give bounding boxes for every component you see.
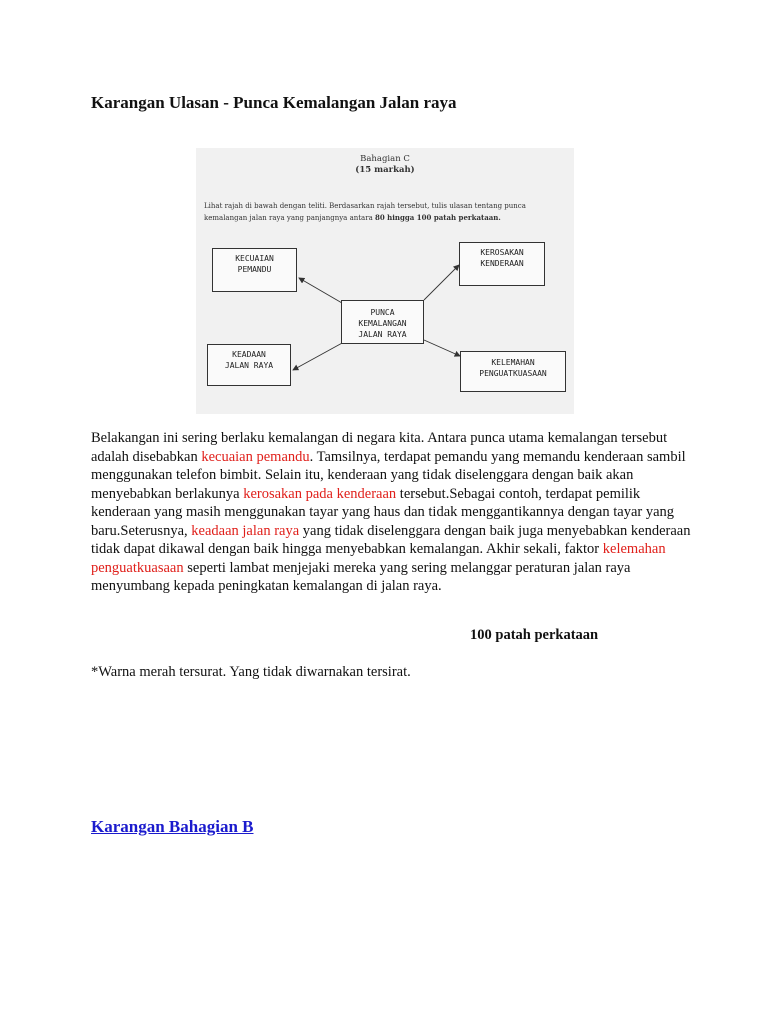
highlight-kecuaian: kecuaian pemandu xyxy=(201,448,310,465)
highlight-keadaan: keadaan jalan raya xyxy=(191,522,300,539)
box-line: PEMANDU xyxy=(237,265,272,274)
text-segment: Belakangan ini sering berlaku kemalangan di negara kita. Antara punca utama kemalangan tersebut adalah disebabkan xyxy=(91,430,668,465)
box-line: JALAN RAYA xyxy=(358,330,407,339)
word-count: 100 patah perkataan xyxy=(470,627,599,643)
box-line: PUNCA xyxy=(370,308,395,317)
box-line: JALAN RAYA xyxy=(224,361,274,370)
text-segment: seperti lambat menjejaki mereka yang sering melanggar peraturan jalan raya menyumbang kepada peningkatan kemalangan di jalan raya. xyxy=(91,559,631,594)
box-line: KEROSAKAN xyxy=(480,248,524,257)
arrow-to-kelemahan xyxy=(424,340,460,356)
arrow-to-keadaan xyxy=(293,342,344,370)
box-kecuaian-pemandu xyxy=(212,248,297,292)
page-title: Karangan Ulasan - Punca Kemalangan Jalan raya xyxy=(91,93,457,112)
instruction-line-2: kemalangan jalan raya yang panjangnya antara xyxy=(204,214,373,222)
box-line: KEMALANGAN xyxy=(358,319,407,328)
figure-marks: (15 markah) xyxy=(355,165,415,175)
highlight-kerosakan: kerosakan pada kenderaan xyxy=(243,485,397,502)
instruction-word-range: 80 hingga 100 patah perkataan. xyxy=(375,213,501,222)
box-line: KECUAIAN xyxy=(235,254,274,263)
karangan-bahagian-b-link[interactable]: Karangan Bahagian B xyxy=(91,817,254,836)
box-line: KELEMAHAN xyxy=(491,358,535,367)
text-segment: tersebut.Sebagai contoh, terdapat pemilik kenderaan yang masih menggunakan tayar yang haus dan tidak menggantikannya dengan tayar yang baru.Seterusnya, xyxy=(91,485,675,539)
text-segment: . Tamsilnya, terdapat pemandu yang memandu kenderaan sambil menggunakan telefon bimbit. Selain itu, kenderaan yang tidak diselenggara dengan baik akan menyebabkan berlakunya xyxy=(91,448,686,502)
essay-paragraph xyxy=(91,429,691,596)
box-line: KENDERAAN xyxy=(480,259,524,268)
box-line: KEADAAN xyxy=(232,350,266,359)
highlight-kelemahan: kelemahan penguatkuasaan xyxy=(91,541,666,576)
box-line: PENGUATKUASAAN xyxy=(479,369,547,378)
box-punca-kemalangan xyxy=(341,300,424,344)
color-note: *Warna merah tersurat. Yang tidak diwarnakan tersirat. xyxy=(91,664,411,680)
box-kelemahan-penguatkuasaan xyxy=(460,351,566,392)
arrow-to-kerosakan xyxy=(424,265,459,300)
text-segment: yang tidak diselenggara dengan baik juga menyebabkan kenderaan tidak dapat dikawal dengan baik hingga menyebabkan kemalangan. Akhir sekali, faktor xyxy=(91,522,691,557)
box-keadaan-jalan-raya xyxy=(207,344,291,386)
figure-heading: Bahagian C xyxy=(360,154,410,164)
instruction-line-1: Lihat rajah di bawah dengan teliti. Berdasarkan rajah tersebut, tulis ulasan tentang punca xyxy=(204,202,526,210)
arrow-to-kecuaian xyxy=(299,278,342,303)
diagram-figure xyxy=(196,148,574,414)
box-kerosakan-kenderaan xyxy=(459,242,545,286)
